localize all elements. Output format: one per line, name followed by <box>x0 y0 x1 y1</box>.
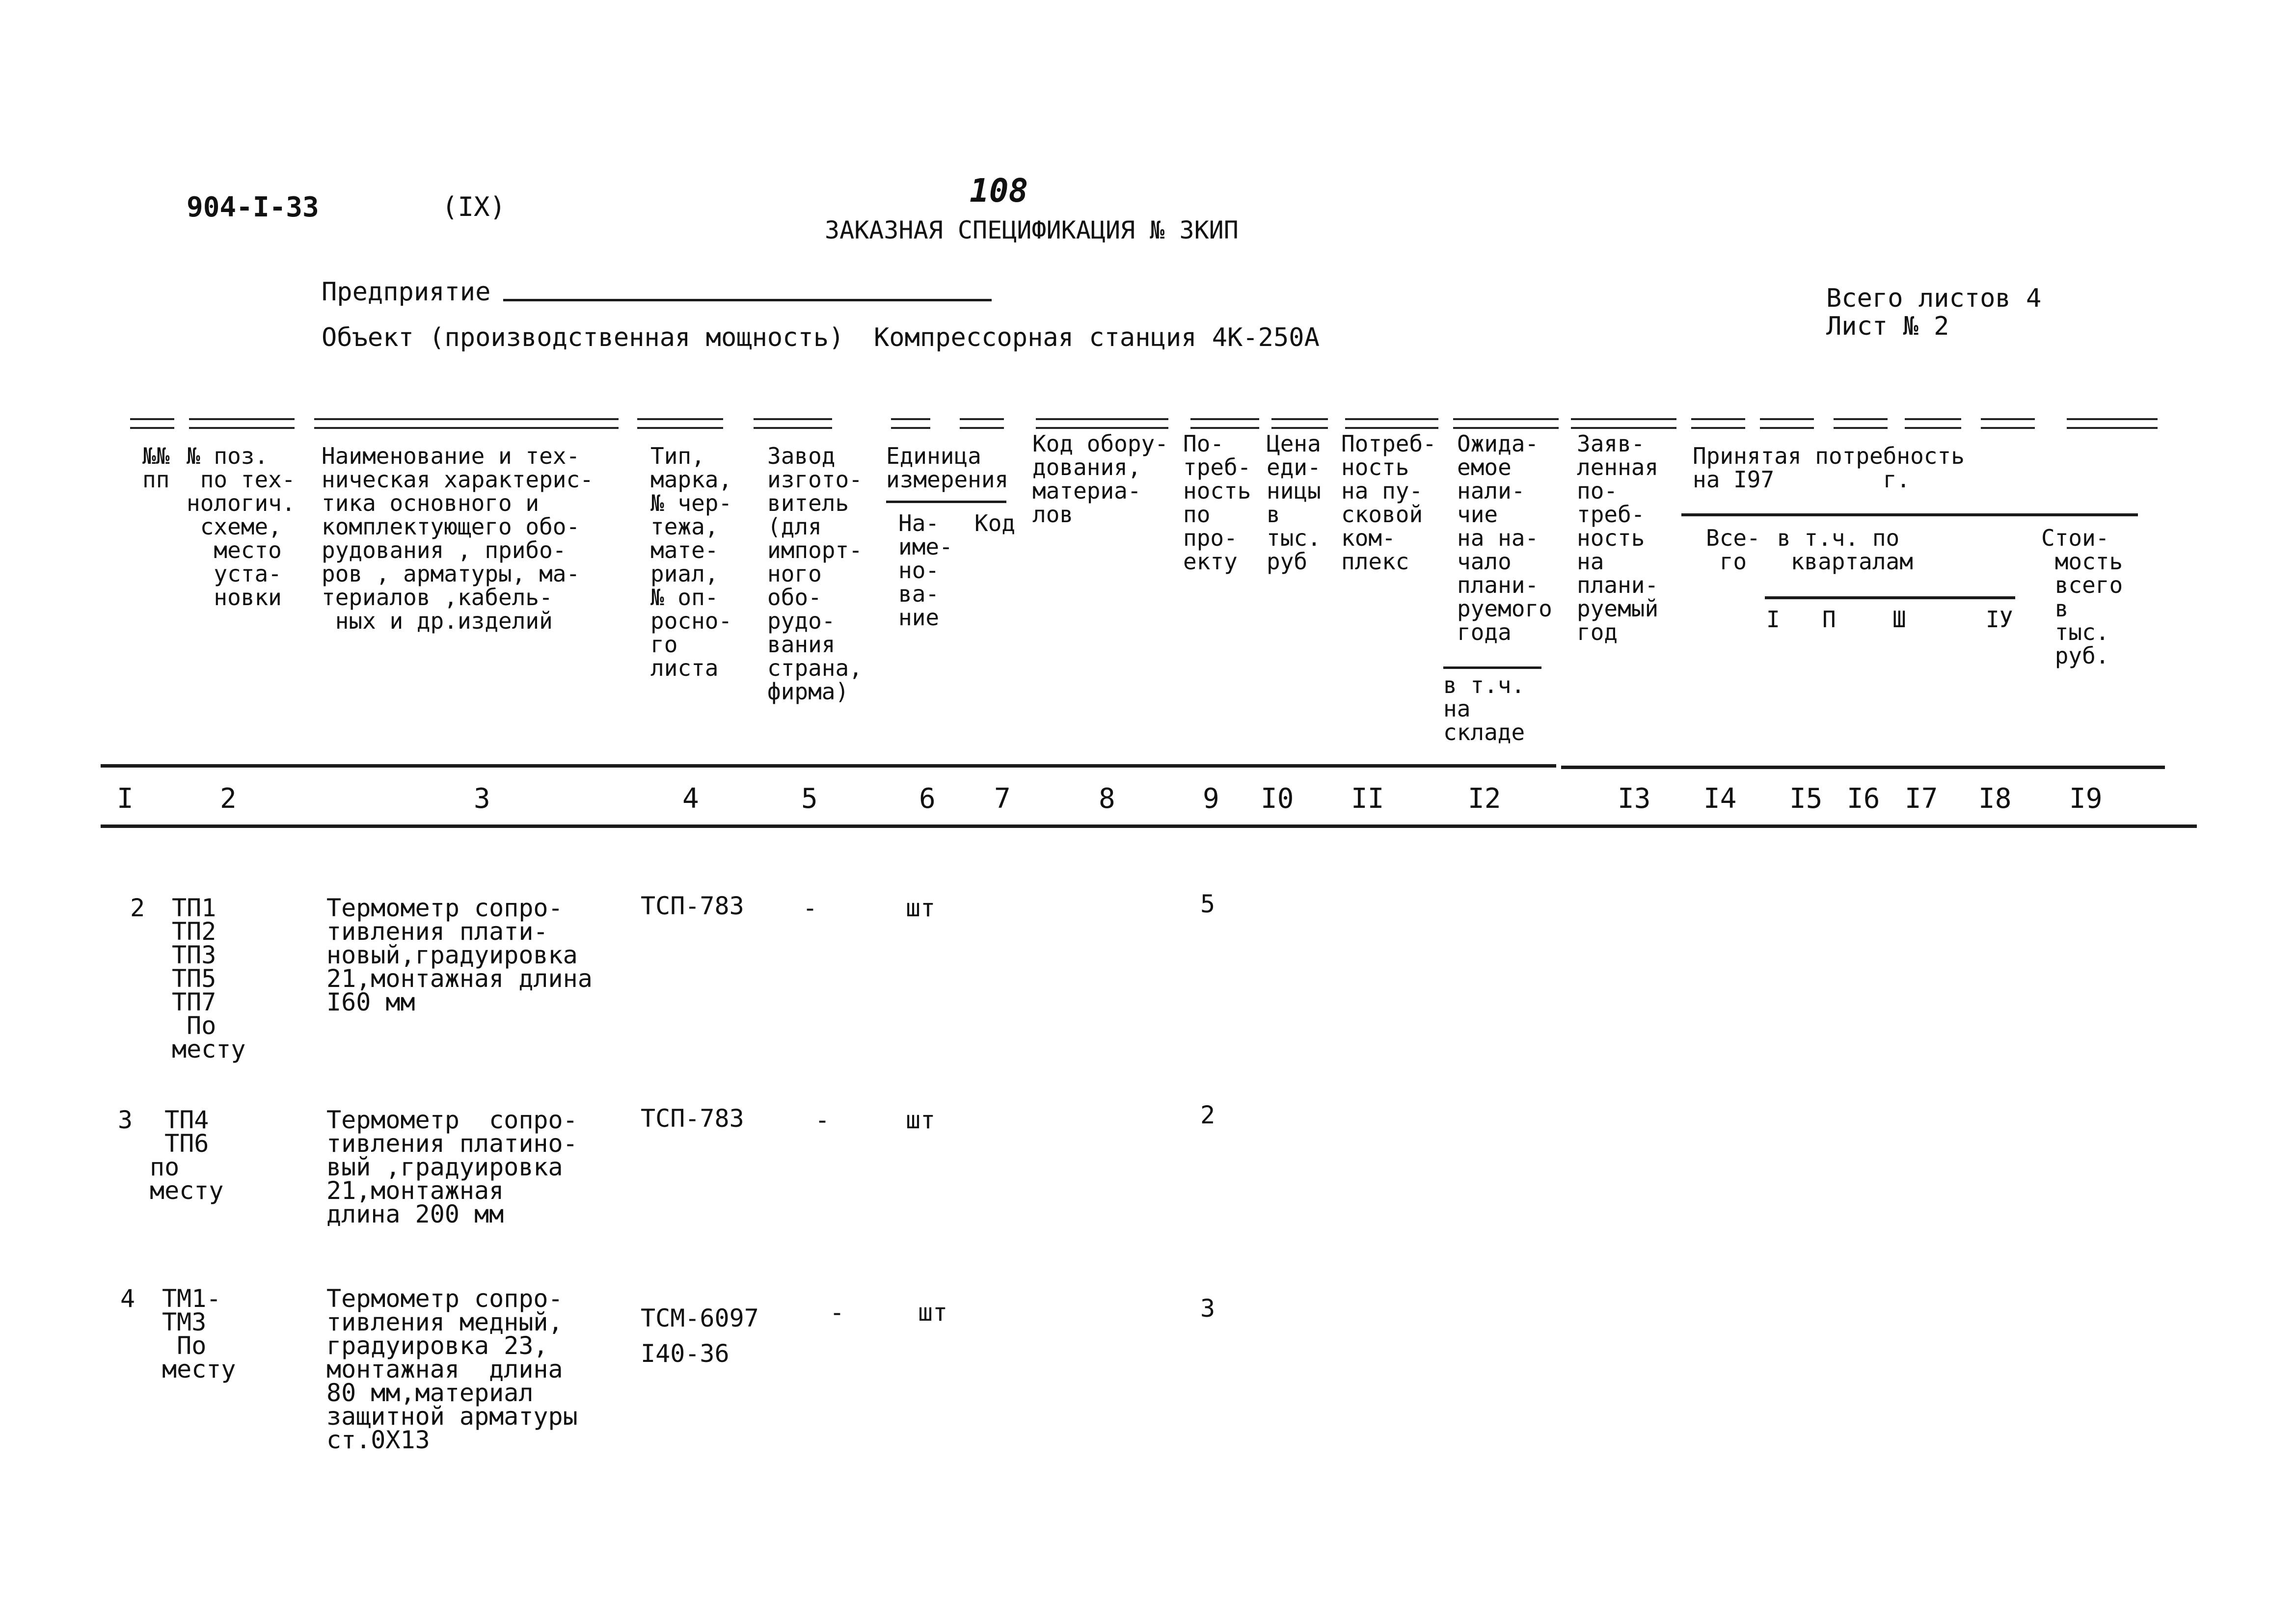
col-header-12-sub: в т.ч. на складе <box>1443 672 1525 745</box>
col-number: 7 <box>994 783 1011 815</box>
row-quantity: 2 <box>1200 1101 1216 1129</box>
col-number: I3 <box>1618 783 1651 815</box>
row-position: ТП4 ТП6 по месту <box>150 1106 224 1205</box>
col-header-q4: IУ <box>1986 606 2013 633</box>
row-maker: - <box>803 894 818 922</box>
col-header-7: Код <box>974 510 1016 536</box>
col-number: I6 <box>1847 783 1880 815</box>
sheet-number: Лист № 2 <box>1826 312 1949 341</box>
column-numbers-bottom-rule <box>101 825 2197 828</box>
row-type: ТСП-783 <box>641 1104 744 1133</box>
col-number: I0 <box>1261 783 1294 815</box>
col-number: 4 <box>682 783 699 815</box>
col-header-11: Потреб- ность на пу- сковой ком- плекс <box>1341 430 1436 575</box>
col-number: 6 <box>919 783 936 815</box>
row-maker: - <box>830 1298 845 1327</box>
col-header-2: № поз. по тех- нологич. схеме, место уста- новки <box>187 443 296 611</box>
col-header-19: Стои- мость всего в тыс. руб. <box>2041 525 2123 669</box>
col-number: II <box>1351 783 1384 815</box>
row-number: 3 <box>118 1106 133 1134</box>
row-type: ТСП-783 <box>641 892 744 920</box>
col-header-14: Все- го <box>1706 525 1760 575</box>
col-number: 2 <box>220 783 237 815</box>
row-position: ТП1 ТП2 ТП3 ТП5 ТП7 По месту <box>172 894 246 1064</box>
col-header-13: Заяв- ленная по- треб- ность на плани- руемый год <box>1577 430 1659 645</box>
row-number: 2 <box>130 894 145 922</box>
col-number: I7 <box>1905 783 1938 815</box>
volume-label: (IX) <box>442 191 506 222</box>
accepted-group-rule <box>1681 513 2138 516</box>
row-unit: шт <box>906 1106 936 1134</box>
sheets-total: Всего листов 4 <box>1826 284 2042 313</box>
row-quantity: 5 <box>1200 890 1216 918</box>
spec-title: ЗАКАЗНАЯ СПЕЦИФИКАЦИЯ № ЗКИП <box>825 216 1239 244</box>
row-unit: шт <box>918 1298 948 1327</box>
row-name: Термометр сопро- тивления плати- новый,градуировка 21,монтажная длина I60 мм <box>326 894 593 1016</box>
col-header-1: №№ пп <box>142 443 170 493</box>
col-header-q3: Ш <box>1892 606 1906 633</box>
header-bottom-rule-left <box>101 764 1556 768</box>
col-header-6: На- име- но- ва- ние <box>898 510 953 631</box>
col-number: I9 <box>2069 783 2103 815</box>
unit-group-rule <box>886 501 1006 503</box>
enterprise-label: Предприятие <box>322 277 491 307</box>
col-header-9: По- треб- ность по про- екту <box>1183 430 1251 575</box>
col-header-quarters-group: в т.ч. по кварталам <box>1777 525 1913 575</box>
col-number: 9 <box>1203 783 1219 815</box>
row-unit: шт <box>906 894 936 922</box>
col-header-12: Ожида- емое нали- чие на на- чало плани- руемого года <box>1457 430 1552 645</box>
col-number: 3 <box>474 783 490 815</box>
col-header-unit-group: Единица измерения <box>886 443 1009 493</box>
row-position: ТМ1- ТМ3 По месту <box>162 1284 236 1384</box>
doc-code: 904-I-33 <box>187 191 319 223</box>
col-header-accepted-group: Принятая потребность на I97 г. <box>1693 443 1965 493</box>
col-number: 8 <box>1099 783 1115 815</box>
row-name: Термометр сопро- тивления платино- вый ,градуировка 21,монтажная длина 200 мм <box>326 1106 578 1228</box>
col-header-q2: П <box>1822 606 1836 633</box>
col-number: I5 <box>1789 783 1823 815</box>
header-bottom-rule-right <box>1561 766 2165 769</box>
quarters-rule <box>1765 596 2015 599</box>
enterprise-underline <box>503 299 992 301</box>
object-value: Компрессорная станция 4К-250А <box>874 323 1320 352</box>
row-number: 4 <box>120 1284 135 1313</box>
col-number: I8 <box>1978 783 2012 815</box>
row-maker: - <box>815 1106 830 1134</box>
col-header-3: Наименование и тех- ническая характерис- тика основного и комплектующего обо- рудования , прибо- ров , арматуры, ма- териалов ,кабель- ных и др.изделий <box>322 443 594 634</box>
row-quantity: 3 <box>1200 1294 1216 1323</box>
col-header-4: Тип, марка, № чер- тежа, мате- риал, № оп- росно- го листа <box>650 443 732 681</box>
col-number: 5 <box>801 783 818 815</box>
col-number: I4 <box>1703 783 1737 815</box>
col-header-5: Завод изгото- витель (для импорт- ного обо- рудо- вания страна, фирма) <box>767 443 863 705</box>
object-label: Объект (производственная мощность) <box>322 323 844 352</box>
col-header-10: Цена еди- ницы в тыс. руб <box>1267 430 1321 575</box>
col-header-q1: I <box>1766 606 1780 633</box>
row-type: ТСМ-6097 I40-36 <box>641 1304 759 1368</box>
col-number: I2 <box>1468 783 1501 815</box>
row-name: Термометр сопро- тивления медный, градуировка 23, монтажная длина 80 мм,материал защитной арматуры ст.0Х13 <box>326 1284 578 1454</box>
col-number: I <box>117 783 134 815</box>
page-number: 108 <box>970 172 1028 210</box>
col-header-8: Код обору- дования, материа- лов <box>1032 430 1168 528</box>
c12-sub-rule <box>1443 666 1541 669</box>
